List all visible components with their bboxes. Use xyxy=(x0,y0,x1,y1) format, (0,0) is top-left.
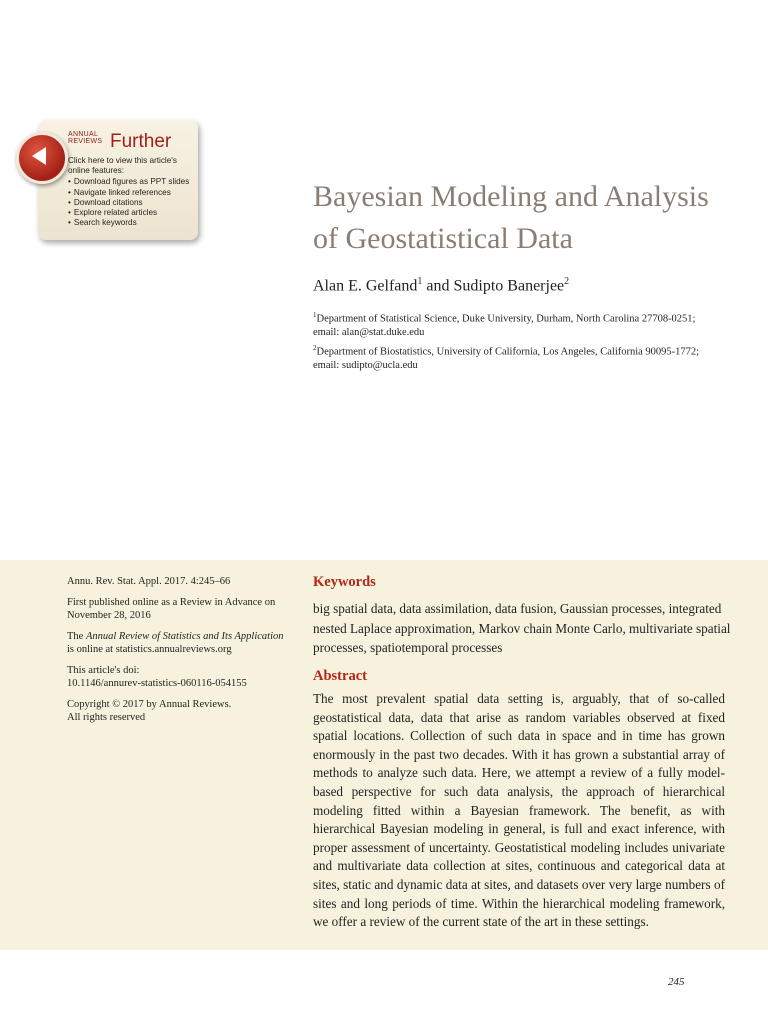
author-and: and xyxy=(422,277,454,295)
keywords-text: big spatial data, data assimilation, data fusion, Gaussian processes, integrated nested Laplace approximation, Markov chain Monte Carlo, multivariate spatial processes, spatiotemporal processes xyxy=(313,601,731,656)
title-line-2: of Geostatistical Data xyxy=(313,222,573,255)
affiliation-2 xyxy=(313,342,733,372)
journal-pre: The xyxy=(67,631,86,642)
title-line-1: Bayesian Modeling and Analysis xyxy=(313,180,709,213)
page-number: 245 xyxy=(668,976,685,988)
copyright: Copyright © 2017 by Annual Reviews. xyxy=(67,699,232,710)
further-item-ppt[interactable]: • Download figures as PPT slides xyxy=(68,177,196,187)
doi-block xyxy=(67,664,292,690)
affil-2-line-1: Department of Biostatistics, University of California, Los Angeles, California 90095-1772; xyxy=(316,346,700,358)
author-1-sup: 1 xyxy=(417,276,423,287)
affiliation-1 xyxy=(313,309,733,339)
first-published: First published online as a Review in Advance on November 28, 2016 xyxy=(67,597,276,621)
click-here-link[interactable]: Click here xyxy=(68,156,105,165)
affil-2-sup: 2 xyxy=(313,344,317,352)
affil-1-sup: 1 xyxy=(313,311,317,319)
journal-post: is online at statistics.annualreviews.org xyxy=(67,644,232,655)
doi-label: This article's doi: xyxy=(67,665,140,676)
citation: Annu. Rev. Stat. Appl. 2017. 4:245–66 xyxy=(67,576,231,587)
further-intro: to view this article's online features: xyxy=(68,156,177,176)
abstract-text: The most prevalent spatial data setting is, arguably, that of so-called geostatistical data, data that arise as random variables observed at fixed spatial locations. Collection of such data in space and in time has grown enormously in the past two decades. With it has grown a substantial array of methods to analyze such data. Here, we attempt a review of a fully model-based perspective for such data analysis, the approach of hierarchical modeling fitted within a Bayesian framework. The benefit, as with hierarchical Bayesian modeling in general, is full and exact inference, with proper assessment of uncertainty. Geostatistical modeling includes univariate and multivariate data collection at sites, continuous and categorical data at sites, static and dynamic data at sites, and datasets over very large numbers of sites and long periods of time. Within the hierarchical modeling framework, we offer a review of the current state of the art in these settings. xyxy=(313,691,725,930)
further-body xyxy=(68,156,196,228)
triangle-left-icon xyxy=(28,144,52,168)
author-1: Alan E. Gelfand xyxy=(313,277,418,295)
rights: All rights reserved xyxy=(67,712,146,723)
article-title xyxy=(313,176,753,260)
back-arrow-icon[interactable] xyxy=(16,132,68,184)
affil-1-email[interactable]: email: alan@stat.duke.edu xyxy=(313,326,425,338)
further-title: Further xyxy=(110,131,172,152)
abstract-heading: Abstract xyxy=(313,668,367,684)
further-item-references[interactable]: • Navigate linked references xyxy=(68,188,196,198)
affil-2-email[interactable]: email: sudipto@ucla.edu xyxy=(313,359,418,371)
further-list xyxy=(68,177,196,228)
journal-info xyxy=(67,630,292,656)
affil-1-line-1: Department of Statistical Science, Duke University, Durham, North Carolina 27708-0251; xyxy=(316,313,696,325)
authors xyxy=(313,276,569,295)
further-item-keywords[interactable]: • Search keywords xyxy=(68,218,196,228)
further-item-citations[interactable]: • Download citations xyxy=(68,198,196,208)
further-item-related[interactable]: • Explore related articles xyxy=(68,208,196,218)
keywords-heading: Keywords xyxy=(313,574,376,590)
author-2-sup: 2 xyxy=(564,276,570,287)
brand-bottom: REVIEWS xyxy=(68,138,103,145)
copyright-block xyxy=(67,698,292,724)
author-2: Sudipto Banerjee xyxy=(453,277,565,295)
brand-top: ANNUAL xyxy=(68,131,99,138)
doi-link[interactable]: 10.1146/annurev-statistics-060116-054155 xyxy=(67,678,247,689)
citation-sidebar xyxy=(67,575,292,732)
journal-name: Annual Review of Statistics and Its Application xyxy=(85,631,284,642)
annual-reviews-logo xyxy=(68,131,102,145)
